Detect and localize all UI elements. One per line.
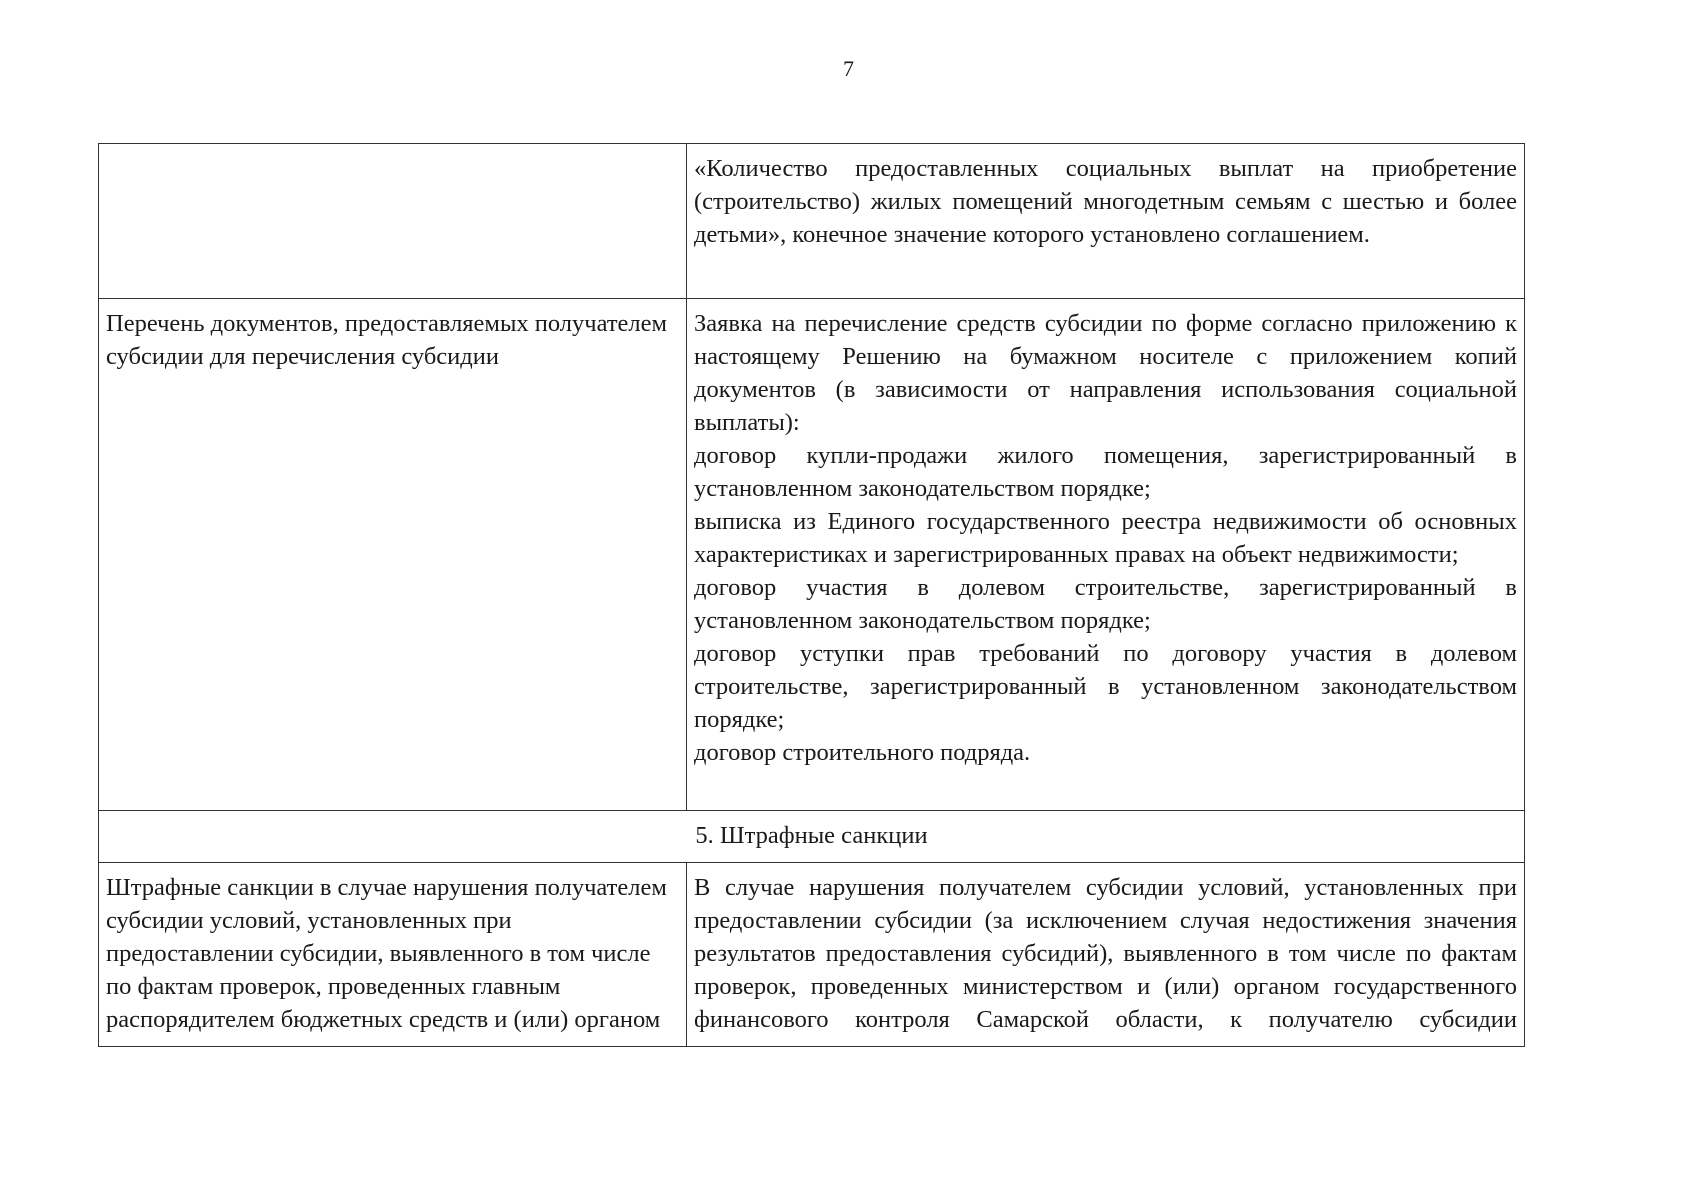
- table-row: [99, 144, 1525, 299]
- documents-list-label: Перечень документов, предоставляемых получателем субсидии для перечисления субсидии: [99, 299, 687, 811]
- documents-paragraph: договор купли-продажи жилого помещения, зарегистрированный в установленном законодательством порядке;: [694, 442, 1517, 502]
- documents-paragraph: договор строительного подряда.: [694, 739, 1031, 766]
- documents-paragraph: договор уступки прав требований по договору участия в долевом строительстве, зарегистрированный в установленном законодательством порядке;: [694, 640, 1517, 733]
- documents-paragraph: Заявка на перечисление средств субсидии по форме согласно приложению к настоящему Решению на бумажном носителе с приложением копий документов (в зависимости от направления использования социальной выплаты):: [694, 310, 1517, 436]
- penalty-label: Штрафные санкции в случае нарушения получателем субсидии условий, установленных при предоставлении субсидии, выявленного в том числе по фактам проверок, проведенных главным распорядителем бюджетных средств и (или) органом: [99, 863, 687, 1047]
- page-number: 7: [843, 56, 854, 81]
- documents-paragraph: выписка из Единого государственного реестра недвижимости об основных характеристиках и зарегистрированных правах на объект недвижимости;: [694, 508, 1517, 568]
- document-table: [98, 143, 1525, 1047]
- table-row: [99, 863, 1525, 1047]
- section-heading: 5. Штрафные санкции: [99, 811, 1525, 863]
- row-1-right-cell: [687, 144, 1525, 299]
- indicator-paragraph: «Количество предоставленных социальных выплат на приобретение (строительство) жилых помещений многодетным семьям с шестью и более детьми», конечное значение которого установлено соглашением.: [694, 155, 1517, 248]
- penalty-paragraph: В случае нарушения получателем субсидии условий, установленных при предоставлении субсидии (за исключением случая недостижения значения результатов предоставления субсидий), выявленного в том числе по фактам проверок, проведенных министерством и (или) органом государственного финансового контроля Самарской области, к получателю субсидии: [694, 874, 1517, 1033]
- documents-list-cell: [687, 299, 1525, 811]
- row-1-left-cell: [99, 144, 687, 299]
- table-row: [99, 299, 1525, 811]
- documents-paragraph: договор участия в долевом строительстве, зарегистрированный в установленном законодательством порядке;: [694, 574, 1517, 634]
- section-heading-row: [99, 811, 1525, 863]
- penalty-description: [687, 863, 1525, 1047]
